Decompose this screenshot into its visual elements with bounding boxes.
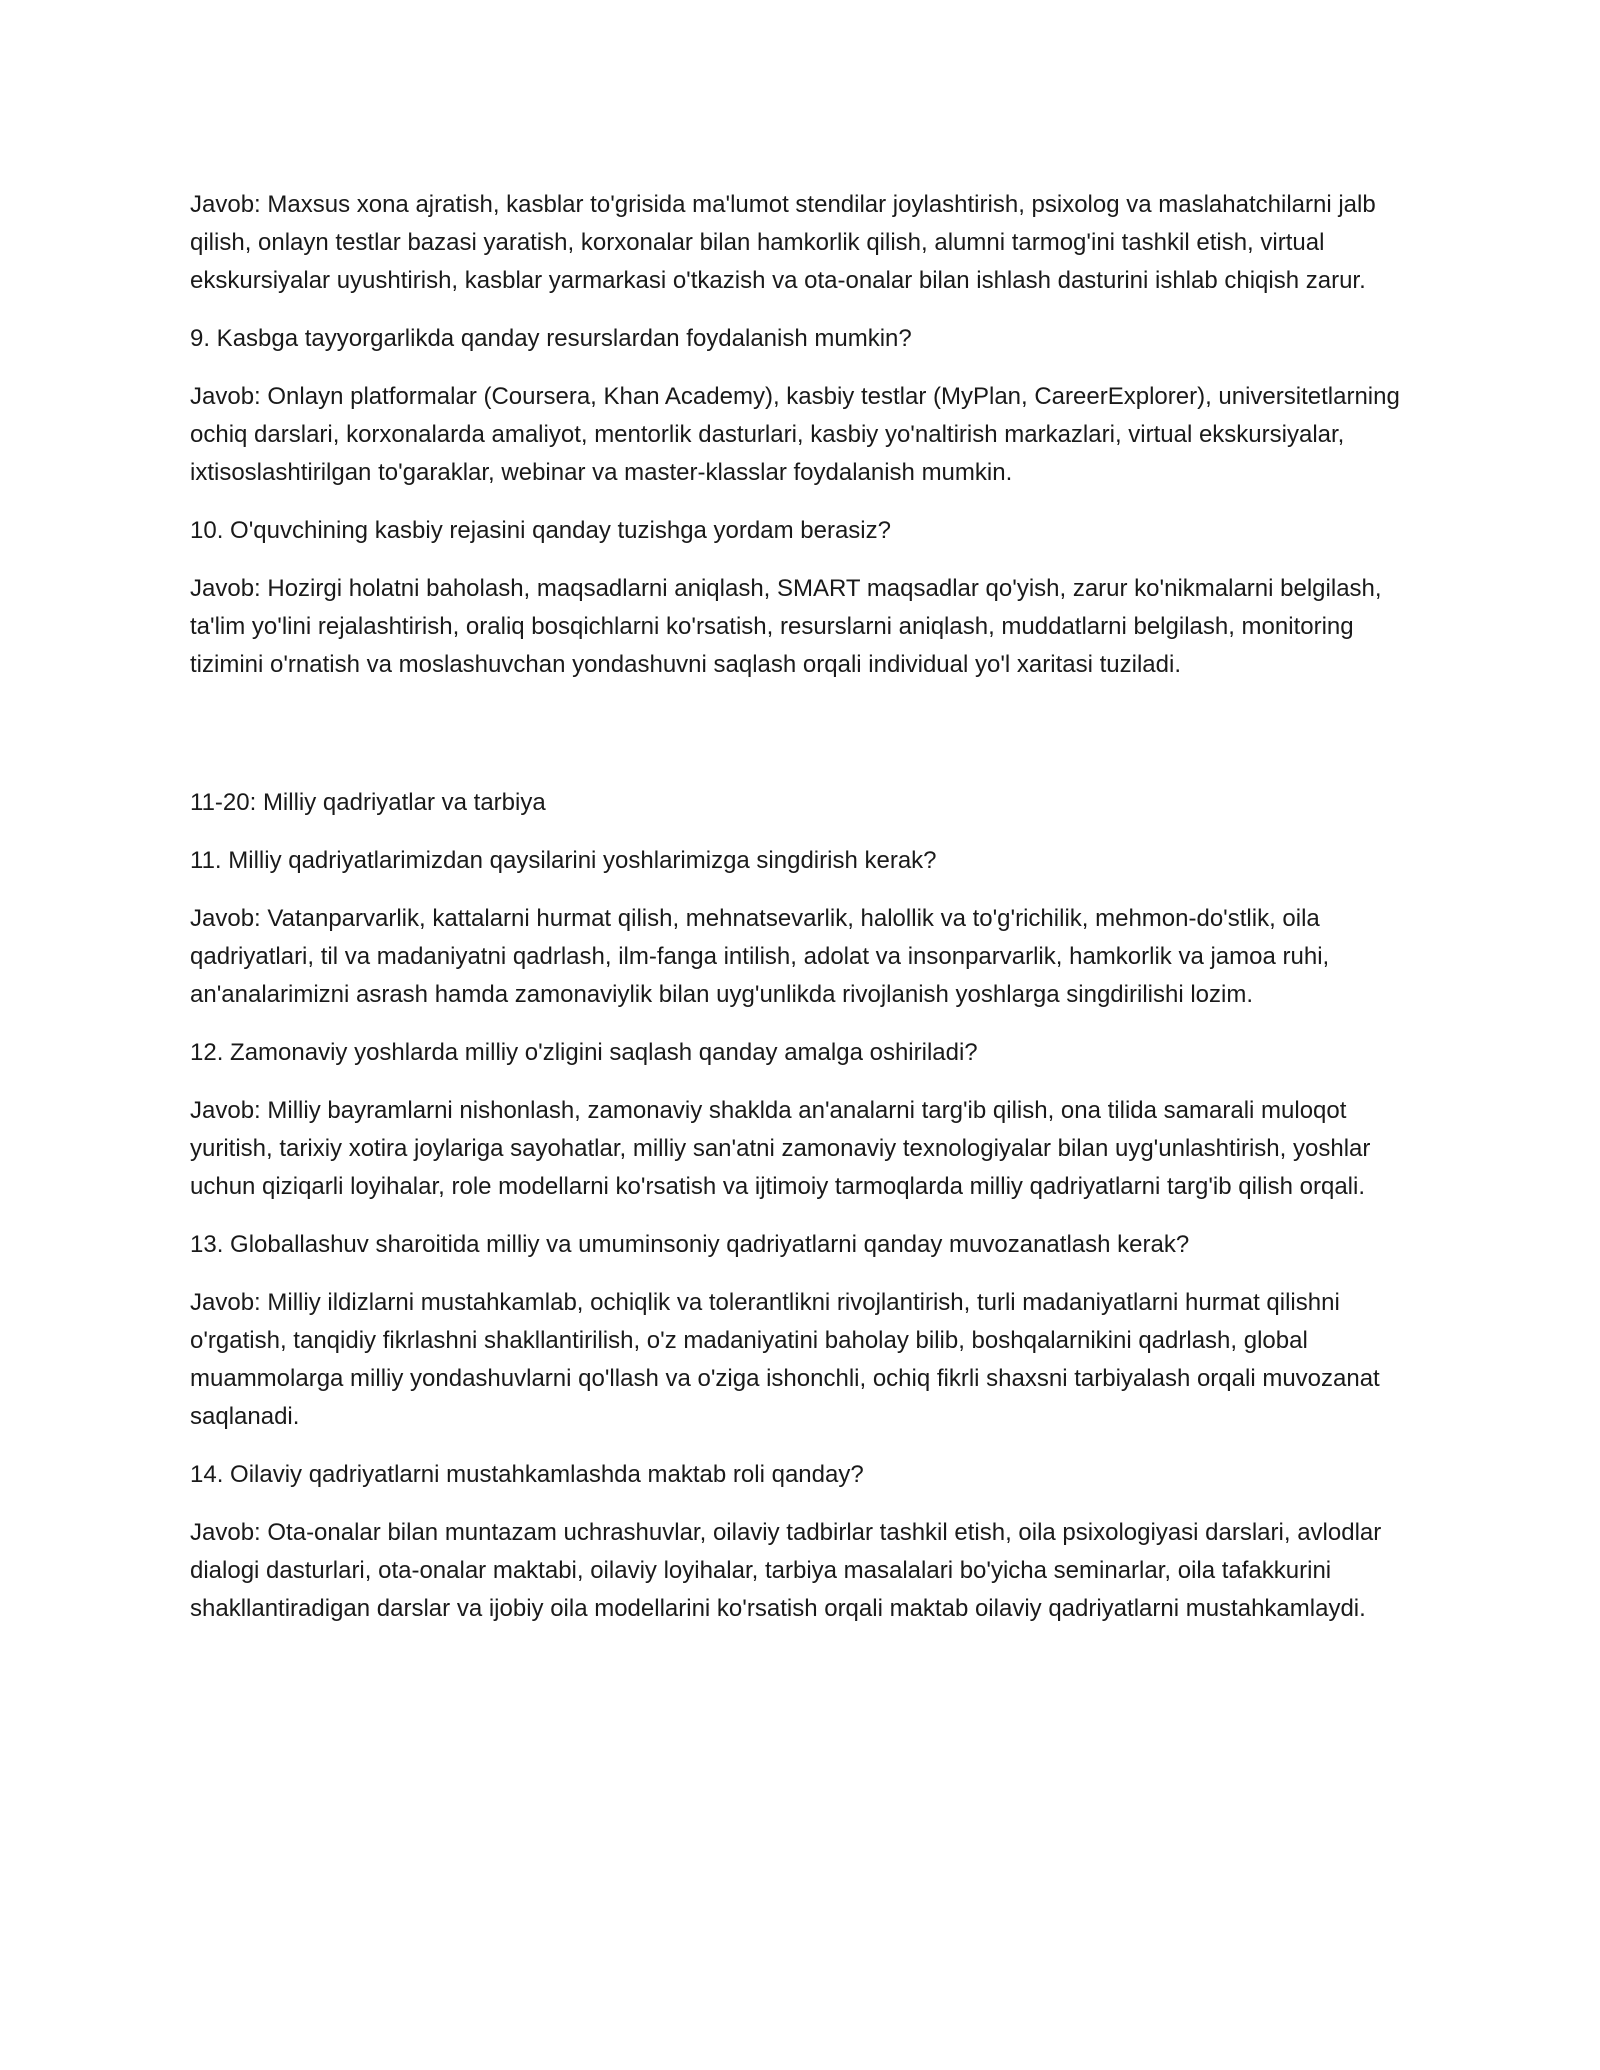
- answer-paragraph: Javob: Vatanparvarlik, kattalarni hurmat qilish, mehnatsevarlik, halollik va to'g'richilik, mehmon-do'stlik, oila qadriyatlari, til va madaniyatni qadrlash, ilm-fanga intilish, adolat va insonparvarlik, hamkorlik va jamoa ruhi, an'analarimizni asrash hamda zamonaviylik bilan uyg'unlikda rivojlanish yoshlarga singdirilishi lozim.: [190, 905, 1330, 1008]
- answer-paragraph: Javob: Milliy ildizlarni mustahkamlab, ochiqlik va tolerantlikni rivojlantirish, turli madaniyatlarni hurmat qilishni o'rgatish, tanqidiy fikrlashni shakllantirilish, o'z madaniyatini baholay bilib, boshqalarnikini qadrlash, global muammolarga milliy yondashuvlarni qo'llash va o'ziga ishonchli, ochiq fikrli shaxsni tarbiyalash orqali muvozanat saqlanadi.: [190, 1289, 1380, 1430]
- section-spacer: [190, 704, 1420, 784]
- answer-paragraph: Javob: Ota-onalar bilan muntazam uchrashuvlar, oilaviy tadbirlar tashkil etish, oila psixologiyasi darslari, avlodlar dialogi dasturlari, ota-onalar maktabi, oilaviy loyihalar, tarbiya masalalari bo'yicha seminarlar, oila tafakkurini shakllantiradigan darslar va ijobiy oila modellarini ko'rsatish orqali maktab oilaviy qadriyatlarni mustahkamlaydi.: [190, 1519, 1382, 1622]
- section-title: 11-20: Milliy qadriyatlar va tarbiya: [190, 789, 546, 816]
- answer-paragraph: Javob: Maxsus xona ajratish, kasblar to'grisida ma'lumot stendilar joylashtirish, psixolog va maslahatchilarni jalb qilish, onlayn testlar bazasi yaratish, korxonalar bilan hamkorlik qilish, alumni tarmog'ini tashkil etish, virtual ekskursiyalar uyushtirish, kasblar yarmarkasi o'tkazish va ota-onalar bilan ishlash dasturini ishlab chiqish zarur.: [190, 191, 1376, 294]
- question-heading: 12. Zamonaviy yoshlarda milliy o'zligini saqlash qanday amalga oshiriladi?: [190, 1039, 978, 1066]
- answer-paragraph: Javob: Milliy bayramlarni nishonlash, zamonaviy shaklda an'analarni targ'ib qilish, ona tilida samarali muloqot yuritish, tarixiy xotira joylariga sayohatlar, milliy san'atni zamonaviy texnologiyalar bilan uyg'unlashtirish, yoshlar uchun qiziqarli loyihalar, role modellarni ko'rsatish va ijtimoiy tarmoqlarda milliy qadriyatlarni targ'ib qilish orqali.: [190, 1097, 1371, 1200]
- answer-paragraph: Javob: Onlayn platformalar (Coursera, Khan Academy), kasbiy testlar (MyPlan, CareerExplorer), universitetlarning ochiq darslari, korxonalarda amaliyot, mentorlik dasturlari, kasbiy yo'naltirish markazlari, virtual ekskursiyalar, ixtisoslashtirilgan to'garaklar, webinar va master-klasslar foydalanish mumkin.: [190, 383, 1400, 486]
- question-heading: 13. Globallashuv sharoitida milliy va umuminsoniy qadriyatlarni qanday muvozanatlash kerak?: [190, 1231, 1190, 1258]
- question-heading: 10. O'quvchining kasbiy rejasini qanday tuzishga yordam berasiz?: [190, 517, 891, 544]
- document-body: [190, 186, 1420, 1648]
- question-heading: 14. Oilaviy qadriyatlarni mustahkamlashda maktab roli qanday?: [190, 1461, 864, 1488]
- answer-paragraph: Javob: Hozirgi holatni baholash, maqsadlarni aniqlash, SMART maqsadlar qo'yish, zarur ko'nikmalarni belgilash, ta'lim yo'lini rejalashtirish, oraliq bosqichlarni ko'rsatish, resurslarni aniqlash, muddatlarni belgilash, monitoring tizimini o'rnatish va moslashuvchan yondashuvni saqlash orqali individual yo'l xaritasi tuziladi.: [190, 575, 1382, 678]
- question-heading: 11. Milliy qadriyatlarimizdan qaysilarini yoshlarimizga singdirish kerak?: [190, 847, 937, 874]
- question-heading: 9. Kasbga tayyorgarlikda qanday resurslardan foydalanish mumkin?: [190, 325, 912, 352]
